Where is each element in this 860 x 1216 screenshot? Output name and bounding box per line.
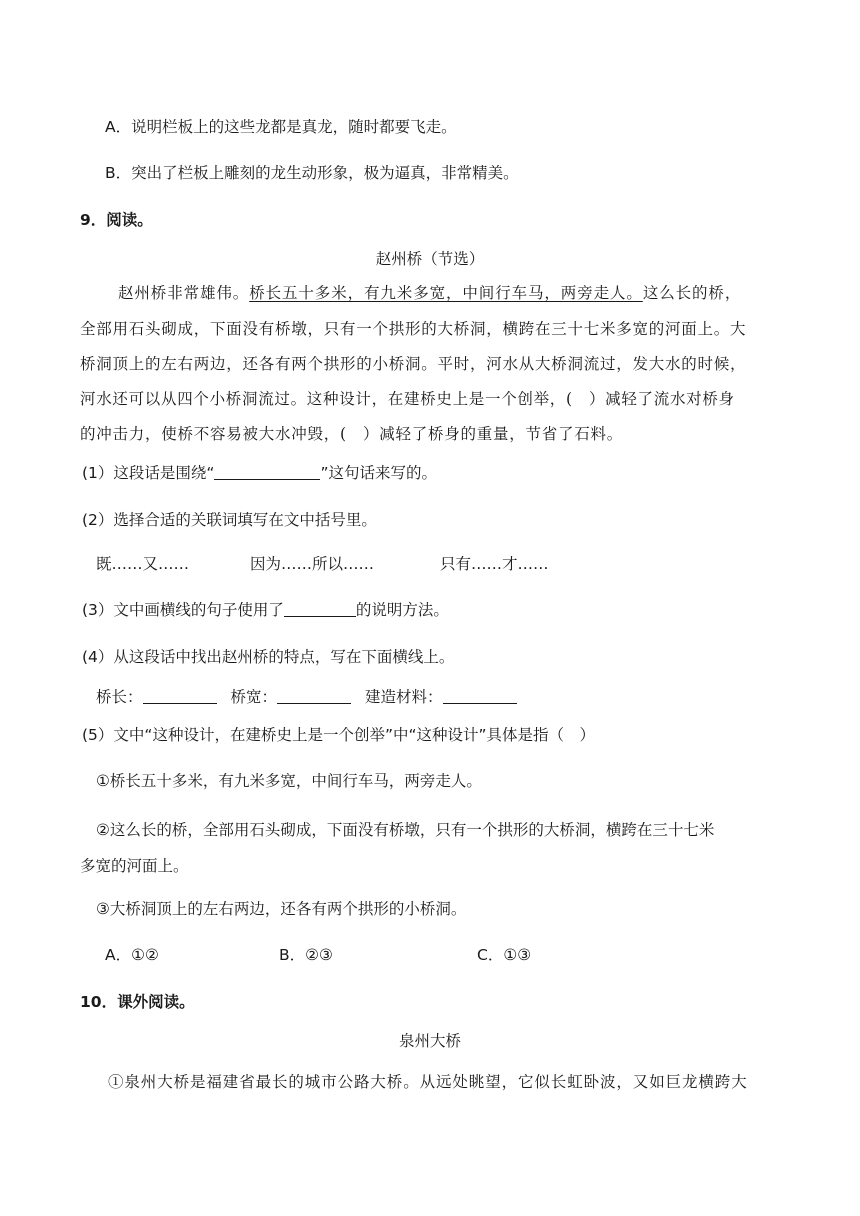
- answer-blank[interactable]: [214, 463, 320, 480]
- q9-sub-1: [82, 462, 437, 484]
- sub-question-text: (3）文中画横线的句子使用了: [82, 601, 284, 619]
- q10-heading: 10．课外阅读。: [80, 993, 195, 1011]
- q9-passage-line-1: [118, 282, 741, 304]
- choice-b[interactable]: B．②③: [279, 946, 333, 964]
- answer-blank[interactable]: [284, 600, 356, 617]
- conjunction-option: 既……又……: [96, 555, 190, 573]
- q9-sub-2: (2）选择合适的关联词填写在文中括号里。: [82, 511, 377, 529]
- q8-option-b: B．突出了栏板上雕刻的龙生动形象，极为逼真，非常精美。: [105, 164, 519, 182]
- q9-sub-4: (4）从这段话中找出赵州桥的特点，写在下面横线上。: [82, 648, 455, 666]
- q9-passage-title: 赵州桥（节选）: [375, 250, 485, 268]
- feature-fields: [96, 686, 517, 708]
- q9-sub-5-item-2: ②这么长的桥，全部用石头砌成，下面没有桥墩，只有一个拱形的大桥洞，横跨在三十七米: [96, 821, 715, 839]
- field-label: 桥长：: [96, 688, 143, 706]
- q9-sub-5-item-1: ①桥长五十多米，有九米多宽，中间行车马，两旁走人。: [96, 772, 482, 790]
- q9-sub-5: (5）文中“这种设计，在建桥史上是一个创举”中“这种设计”具体是指（ ）: [82, 726, 596, 744]
- answer-blank[interactable]: [443, 687, 517, 704]
- q10-passage-line-1: ①泉州大桥是福建省最长的城市公路大桥。从远处眺望，它似长虹卧波，又如巨龙横跨大: [108, 1073, 748, 1091]
- passage-text: 赵州桥非常雄伟。: [118, 284, 250, 302]
- q9-heading: 9．阅读。: [80, 211, 153, 229]
- q9-sub-5-item-2-cont: 多宽的河面上。: [80, 857, 189, 875]
- q10-passage-title: 泉州大桥: [398, 1032, 461, 1050]
- answer-blank[interactable]: [143, 687, 217, 704]
- choice-c[interactable]: C．①③: [477, 946, 532, 964]
- field-label: 建造材料：: [365, 688, 443, 706]
- q9-passage-line-2: 全部用石头砌成，下面没有桥墩，只有一个拱形的大桥洞，横跨在三十七米多宽的河面上。大: [80, 320, 747, 338]
- q8-option-a: A．说明栏板上的这些龙都是真龙，随时都要飞走。: [105, 118, 457, 136]
- passage-text: 这么长的桥，: [642, 284, 742, 302]
- sub-question-text: (1）这段话是围绕“: [82, 464, 215, 482]
- q9-sub-5-item-3: ③大桥洞顶上的左右两边，还各有两个拱形的小桥洞。: [96, 900, 467, 918]
- choice-a[interactable]: A．①②: [105, 946, 159, 964]
- sub-question-text: ”这句话来写的。: [320, 464, 437, 482]
- conjunction-option: 只有……才……: [440, 555, 549, 573]
- answer-blank[interactable]: [277, 687, 351, 704]
- q9-choice-row: [105, 944, 531, 966]
- q9-sub-3: [82, 599, 449, 621]
- sub-question-text: 的说明方法。: [355, 601, 449, 619]
- underlined-sentence: 桥长五十多米，有九米多宽，中间行车马，两旁走人。: [249, 284, 643, 302]
- conjunction-word-bank: [96, 553, 549, 575]
- conjunction-option: 因为……所以……: [250, 555, 375, 573]
- q9-passage-line-3: 桥洞顶上的左右两边，还各有两个拱形的小桥洞。平时，河水从大桥洞流过，发大水的时候，: [80, 355, 747, 373]
- q9-passage-line-4: 河水还可以从四个小桥洞流过。这种设计，在建桥史上是一个创举，( ）减轻了流水对桥身: [80, 390, 735, 408]
- q9-passage-line-5: 的冲击力，使桥不容易被大水冲毁，( ）减轻了桥身的重量，节省了石料。: [80, 425, 624, 443]
- field-label: 桥宽：: [230, 688, 278, 706]
